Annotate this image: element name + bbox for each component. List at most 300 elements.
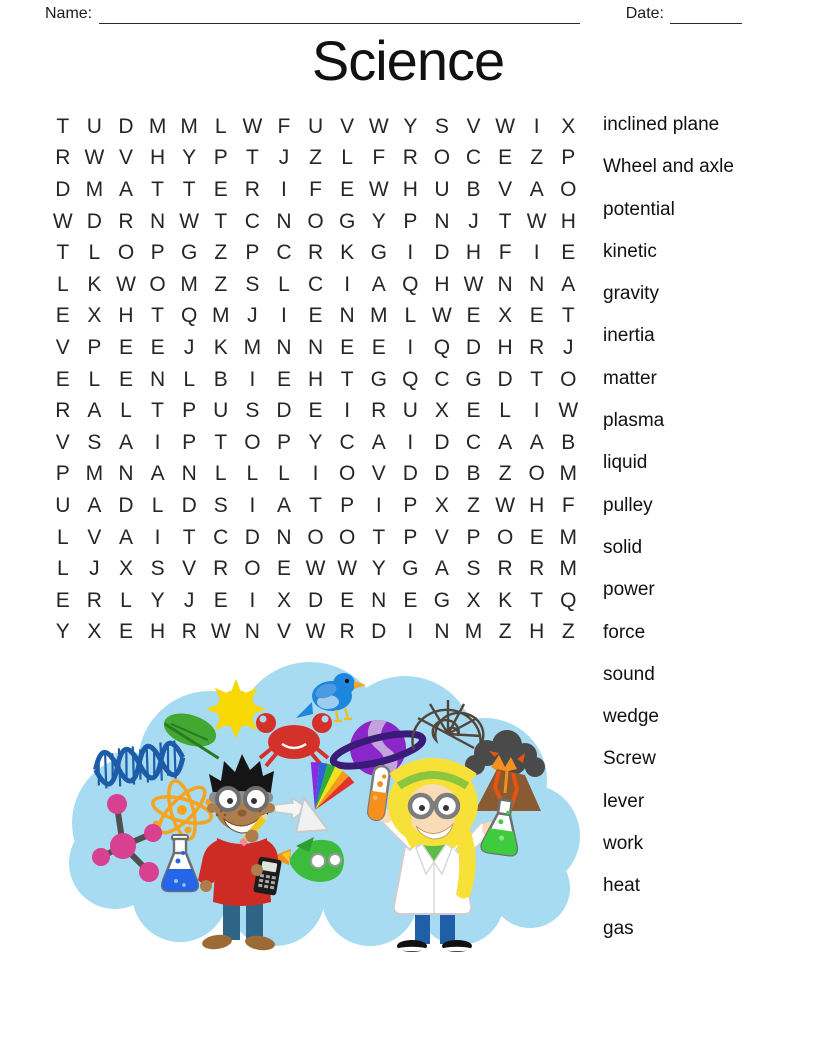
grid-letter[interactable]: I: [407, 335, 414, 359]
grid-letter[interactable]: I: [154, 525, 161, 549]
grid-letter[interactable]: C: [339, 430, 355, 454]
grid-letter[interactable]: D: [434, 430, 450, 454]
grid-letter[interactable]: F: [498, 241, 512, 265]
grid-letter[interactable]: S: [150, 557, 165, 581]
grid-letter[interactable]: E: [276, 367, 291, 391]
grid-letter[interactable]: A: [150, 462, 165, 486]
grid-letter[interactable]: E: [213, 177, 228, 201]
grid-letter[interactable]: A: [118, 525, 133, 549]
grid-letter[interactable]: G: [402, 557, 419, 581]
grid-letter[interactable]: N: [149, 209, 166, 233]
grid-letter[interactable]: T: [214, 430, 228, 454]
grid-letter[interactable]: T: [530, 367, 544, 391]
grid-letter[interactable]: D: [434, 241, 450, 265]
grid-letter[interactable]: X: [118, 557, 133, 581]
grid-letter[interactable]: P: [150, 241, 165, 265]
grid-letter[interactable]: Z: [309, 146, 322, 170]
grid-letter[interactable]: Z: [214, 241, 228, 265]
grid-letter[interactable]: C: [276, 241, 292, 265]
grid-letter[interactable]: M: [180, 272, 198, 296]
grid-letter[interactable]: A: [498, 430, 513, 454]
grid-letter[interactable]: A: [561, 272, 576, 296]
grid-letter[interactable]: D: [181, 493, 197, 517]
grid-letter[interactable]: N: [307, 335, 324, 359]
grid-letter[interactable]: K: [213, 335, 228, 359]
grid-letter[interactable]: O: [338, 462, 356, 486]
grid-letter[interactable]: C: [434, 367, 450, 391]
grid-letter[interactable]: E: [340, 177, 355, 201]
grid-letter[interactable]: U: [307, 114, 324, 138]
grid-letter[interactable]: W: [463, 272, 484, 296]
grid-letter[interactable]: I: [312, 462, 319, 486]
grid-letter[interactable]: X: [466, 588, 481, 612]
grid-letter[interactable]: E: [55, 588, 70, 612]
grid-letter[interactable]: T: [56, 241, 70, 265]
grid-letter[interactable]: P: [213, 146, 228, 170]
grid-letter[interactable]: E: [340, 335, 355, 359]
word-list-item[interactable]: lever: [603, 790, 645, 812]
grid-letter[interactable]: O: [244, 430, 261, 454]
grid-letter[interactable]: L: [214, 462, 227, 486]
grid-letter[interactable]: C: [465, 146, 482, 170]
grid-letter[interactable]: O: [560, 367, 577, 391]
grid-letter[interactable]: H: [402, 177, 418, 201]
grid-letter[interactable]: R: [307, 241, 324, 265]
grid-letter[interactable]: A: [87, 493, 102, 517]
grid-letter[interactable]: F: [277, 114, 291, 138]
grid-letter[interactable]: C: [465, 430, 482, 454]
grid-letter[interactable]: E: [371, 335, 386, 359]
grid-letter[interactable]: N: [276, 525, 292, 549]
grid-letter[interactable]: H: [465, 241, 482, 265]
grid-letter[interactable]: B: [561, 430, 576, 454]
word-list-item[interactable]: force: [603, 621, 646, 643]
grid-letter[interactable]: W: [495, 114, 516, 138]
grid-letter[interactable]: O: [149, 272, 166, 296]
grid-letter[interactable]: W: [242, 114, 263, 138]
grid-letter[interactable]: F: [309, 177, 322, 201]
grid-letter[interactable]: E: [213, 588, 228, 612]
grid-letter[interactable]: L: [120, 399, 132, 423]
grid-letter[interactable]: N: [118, 462, 134, 486]
grid-letter[interactable]: F: [561, 493, 575, 517]
grid-letter[interactable]: I: [375, 493, 382, 517]
grid-letter[interactable]: M: [212, 304, 230, 328]
word-list-item[interactable]: liquid: [603, 452, 648, 474]
grid-letter[interactable]: A: [371, 272, 386, 296]
grid-letter[interactable]: N: [181, 462, 197, 486]
grid-letter[interactable]: Z: [561, 620, 575, 644]
grid-letter[interactable]: L: [56, 557, 69, 581]
grid-letter[interactable]: E: [276, 557, 291, 581]
grid-letter[interactable]: T: [561, 304, 575, 328]
word-list-item[interactable]: gravity: [603, 283, 659, 305]
grid-letter[interactable]: Q: [181, 304, 198, 328]
grid-letter[interactable]: Z: [498, 620, 512, 644]
grid-letter[interactable]: K: [340, 241, 355, 265]
grid-letter[interactable]: W: [52, 209, 73, 233]
grid-letter[interactable]: C: [213, 525, 229, 549]
grid-letter[interactable]: T: [56, 114, 70, 138]
grid-letter[interactable]: E: [118, 367, 133, 391]
grid-letter[interactable]: R: [339, 620, 355, 644]
grid-letter[interactable]: V: [55, 430, 70, 454]
word-list-item[interactable]: Screw: [603, 748, 656, 770]
grid-letter[interactable]: A: [118, 177, 133, 201]
grid-letter[interactable]: Q: [433, 335, 451, 359]
grid-letter[interactable]: E: [529, 304, 544, 328]
word-list-item[interactable]: heat: [603, 875, 640, 897]
word-list-item[interactable]: solid: [603, 536, 643, 558]
grid-letter[interactable]: B: [466, 177, 481, 201]
grid-letter[interactable]: E: [498, 146, 513, 170]
grid-letter[interactable]: W: [526, 209, 547, 233]
grid-letter[interactable]: P: [403, 493, 418, 517]
grid-letter[interactable]: Q: [560, 588, 577, 612]
grid-letter[interactable]: N: [529, 272, 545, 296]
grid-letter[interactable]: I: [154, 430, 161, 454]
grid-letter[interactable]: W: [368, 177, 389, 201]
grid-letter[interactable]: O: [560, 177, 577, 201]
grid-letter[interactable]: O: [496, 525, 514, 549]
grid-letter[interactable]: U: [86, 114, 102, 138]
grid-letter[interactable]: A: [434, 557, 449, 581]
grid-letter[interactable]: N: [434, 620, 450, 644]
grid-letter[interactable]: I: [344, 272, 351, 296]
grid-letter[interactable]: E: [308, 399, 323, 423]
grid-letter[interactable]: D: [434, 462, 450, 486]
grid-letter[interactable]: G: [370, 241, 387, 265]
word-list-item[interactable]: inclined plane: [603, 114, 720, 135]
grid-letter[interactable]: L: [278, 462, 290, 486]
grid-letter[interactable]: R: [529, 557, 545, 581]
grid-letter[interactable]: I: [533, 114, 540, 138]
grid-letter[interactable]: S: [466, 557, 481, 581]
grid-letter[interactable]: R: [118, 209, 134, 233]
grid-letter[interactable]: V: [87, 525, 102, 549]
grid-letter[interactable]: T: [372, 525, 386, 549]
grid-letter[interactable]: V: [466, 114, 481, 138]
grid-letter[interactable]: L: [246, 462, 259, 486]
grid-letter[interactable]: L: [183, 367, 196, 391]
grid-letter[interactable]: R: [244, 177, 260, 201]
grid-letter[interactable]: R: [402, 146, 418, 170]
word-list-item[interactable]: plasma: [603, 410, 665, 432]
word-list-item[interactable]: matter: [603, 367, 657, 389]
grid-letter[interactable]: V: [276, 620, 291, 644]
grid-letter[interactable]: M: [85, 177, 104, 201]
grid-letter[interactable]: D: [497, 367, 513, 391]
grid-letter[interactable]: E: [308, 304, 323, 328]
grid-letter[interactable]: N: [149, 367, 166, 391]
grid-letter[interactable]: X: [87, 304, 102, 328]
grid-letter[interactable]: W: [495, 493, 516, 517]
grid-letter[interactable]: H: [149, 620, 166, 644]
grid-letter[interactable]: V: [371, 462, 386, 486]
grid-letter[interactable]: T: [151, 304, 164, 328]
grid-letter[interactable]: W: [179, 209, 200, 233]
grid-letter[interactable]: H: [529, 620, 545, 644]
grid-letter[interactable]: P: [55, 462, 70, 486]
grid-letter[interactable]: R: [497, 557, 513, 581]
grid-letter[interactable]: O: [117, 241, 135, 265]
grid-letter[interactable]: M: [464, 620, 483, 644]
grid-letter[interactable]: N: [434, 209, 450, 233]
grid-letter[interactable]: D: [118, 493, 134, 517]
grid-letter[interactable]: J: [183, 588, 195, 612]
word-list-item[interactable]: gas: [603, 917, 634, 939]
grid-letter[interactable]: B: [466, 462, 481, 486]
grid-letter[interactable]: T: [182, 525, 196, 549]
grid-letter[interactable]: Q: [402, 367, 419, 391]
grid-letter[interactable]: H: [307, 367, 324, 391]
grid-letter[interactable]: E: [466, 304, 481, 328]
grid-letter[interactable]: X: [434, 399, 449, 423]
grid-letter[interactable]: V: [55, 335, 70, 359]
grid-letter[interactable]: E: [118, 620, 133, 644]
grid-letter[interactable]: L: [341, 146, 353, 170]
grid-letter[interactable]: X: [434, 493, 449, 517]
grid-letter[interactable]: P: [245, 241, 260, 265]
grid-letter[interactable]: C: [307, 272, 324, 296]
grid-letter[interactable]: I: [249, 367, 256, 391]
grid-letter[interactable]: M: [559, 557, 578, 581]
grid-letter[interactable]: P: [340, 493, 355, 517]
grid-letter[interactable]: Z: [498, 462, 512, 486]
grid-letter[interactable]: T: [498, 209, 512, 233]
grid-letter[interactable]: P: [182, 399, 197, 423]
word-list-item[interactable]: pulley: [603, 494, 653, 516]
grid-letter[interactable]: D: [244, 525, 260, 549]
grid-letter[interactable]: P: [561, 146, 576, 170]
grid-letter[interactable]: K: [87, 272, 102, 296]
grid-letter[interactable]: J: [247, 304, 258, 328]
grid-letter[interactable]: E: [340, 588, 355, 612]
grid-letter[interactable]: R: [55, 146, 71, 170]
grid-letter[interactable]: G: [433, 588, 451, 612]
grid-letter[interactable]: I: [407, 620, 414, 644]
grid-letter[interactable]: S: [245, 272, 260, 296]
grid-letter[interactable]: G: [370, 367, 387, 391]
grid-letter[interactable]: W: [558, 399, 579, 423]
grid-letter[interactable]: W: [368, 114, 389, 138]
grid-letter[interactable]: L: [56, 272, 69, 296]
grid-letter[interactable]: E: [55, 304, 70, 328]
grid-letter[interactable]: I: [533, 399, 540, 423]
grid-letter[interactable]: I: [281, 304, 287, 328]
grid-letter[interactable]: O: [307, 209, 324, 233]
grid-letter[interactable]: J: [468, 209, 479, 233]
word-list-item[interactable]: inertia: [603, 325, 655, 347]
grid-letter[interactable]: N: [371, 588, 387, 612]
grid-letter[interactable]: I: [407, 241, 414, 265]
grid-letter[interactable]: U: [213, 399, 229, 423]
grid-letter[interactable]: X: [498, 304, 513, 328]
grid-letter[interactable]: H: [118, 304, 134, 328]
grid-letter[interactable]: E: [529, 525, 544, 549]
grid-letter[interactable]: W: [116, 272, 136, 296]
grid-letter[interactable]: A: [276, 493, 291, 517]
grid-letter[interactable]: O: [528, 462, 545, 486]
grid-letter[interactable]: D: [276, 399, 292, 423]
grid-letter[interactable]: O: [244, 557, 261, 581]
grid-letter[interactable]: G: [465, 367, 482, 391]
grid-letter[interactable]: J: [183, 335, 195, 359]
word-list-item[interactable]: Wheel and axle: [603, 156, 734, 178]
grid-letter[interactable]: T: [151, 399, 164, 423]
grid-letter[interactable]: M: [85, 462, 104, 486]
grid-letter[interactable]: Q: [402, 272, 419, 296]
grid-letter[interactable]: X: [87, 620, 102, 644]
grid-letter[interactable]: L: [88, 367, 101, 391]
grid-letter[interactable]: M: [559, 525, 578, 549]
grid-letter[interactable]: W: [432, 304, 452, 328]
grid-letter[interactable]: Z: [530, 146, 544, 170]
grid-letter[interactable]: M: [148, 114, 167, 138]
grid-letter[interactable]: H: [560, 209, 576, 233]
grid-letter[interactable]: A: [118, 430, 133, 454]
word-list-item[interactable]: potential: [603, 198, 675, 220]
grid-letter[interactable]: L: [56, 525, 69, 549]
word-list-item[interactable]: sound: [603, 663, 655, 685]
grid-letter[interactable]: X: [276, 588, 291, 612]
grid-letter[interactable]: G: [181, 241, 198, 265]
grid-letter[interactable]: L: [404, 304, 417, 328]
word-list-item[interactable]: kinetic: [603, 240, 657, 262]
grid-letter[interactable]: Y: [55, 620, 70, 644]
grid-letter[interactable]: I: [249, 588, 256, 612]
grid-letter[interactable]: L: [151, 493, 164, 517]
grid-letter[interactable]: Y: [308, 430, 323, 454]
grid-letter[interactable]: D: [465, 335, 482, 359]
grid-letter[interactable]: L: [88, 241, 101, 265]
word-list-item[interactable]: power: [603, 579, 655, 601]
word-list-item[interactable]: work: [603, 833, 644, 855]
grid-letter[interactable]: S: [213, 493, 228, 517]
grid-letter[interactable]: F: [372, 146, 386, 170]
grid-letter[interactable]: A: [529, 177, 544, 201]
grid-letter[interactable]: A: [87, 399, 102, 423]
grid-letter[interactable]: Y: [403, 114, 418, 138]
grid-letter[interactable]: T: [151, 177, 164, 201]
grid-letter[interactable]: J: [278, 146, 290, 170]
grid-letter[interactable]: Z: [467, 493, 480, 517]
grid-letter[interactable]: S: [245, 399, 260, 423]
grid-letter[interactable]: B: [213, 367, 228, 391]
grid-letter[interactable]: J: [89, 557, 100, 581]
grid-letter[interactable]: W: [305, 557, 326, 581]
grid-letter[interactable]: V: [434, 525, 449, 549]
grid-letter[interactable]: I: [344, 399, 351, 423]
grid-letter[interactable]: R: [55, 399, 71, 423]
grid-letter[interactable]: D: [118, 114, 134, 138]
grid-letter[interactable]: V: [182, 557, 197, 581]
grid-letter[interactable]: T: [182, 177, 196, 201]
grid-letter[interactable]: H: [497, 335, 513, 359]
grid-letter[interactable]: R: [213, 557, 229, 581]
grid-letter[interactable]: U: [434, 177, 450, 201]
grid-letter[interactable]: V: [340, 114, 355, 138]
grid-letter[interactable]: D: [307, 588, 324, 612]
grid-letter[interactable]: N: [339, 304, 355, 328]
grid-letter[interactable]: Y: [371, 209, 386, 233]
grid-letter[interactable]: R: [529, 335, 545, 359]
grid-letter[interactable]: I: [407, 430, 414, 454]
grid-letter[interactable]: N: [244, 620, 260, 644]
grid-letter[interactable]: T: [214, 209, 228, 233]
grid-letter[interactable]: H: [434, 272, 450, 296]
grid-letter[interactable]: R: [181, 620, 197, 644]
grid-letter[interactable]: L: [278, 272, 290, 296]
grid-letter[interactable]: X: [561, 114, 576, 138]
grid-letter[interactable]: D: [86, 209, 102, 233]
grid-letter[interactable]: P: [403, 525, 418, 549]
grid-letter[interactable]: U: [402, 399, 418, 423]
grid-letter[interactable]: L: [499, 399, 511, 423]
grid-letter[interactable]: P: [403, 209, 418, 233]
grid-letter[interactable]: L: [120, 588, 132, 612]
grid-letter[interactable]: E: [403, 588, 418, 612]
grid-letter[interactable]: N: [497, 272, 513, 296]
grid-letter[interactable]: W: [210, 620, 231, 644]
grid-letter[interactable]: D: [402, 462, 418, 486]
grid-letter[interactable]: A: [371, 430, 386, 454]
grid-letter[interactable]: D: [55, 177, 71, 201]
grid-letter[interactable]: T: [245, 146, 259, 170]
grid-letter[interactable]: H: [529, 493, 545, 517]
grid-letter[interactable]: M: [369, 304, 388, 328]
grid-letter[interactable]: V: [498, 177, 513, 201]
word-list-item[interactable]: wedge: [603, 706, 659, 728]
grid-letter[interactable]: R: [86, 588, 102, 612]
grid-letter[interactable]: P: [182, 430, 197, 454]
grid-letter[interactable]: E: [561, 241, 576, 265]
grid-letter[interactable]: O: [307, 525, 324, 549]
grid-letter[interactable]: V: [118, 146, 133, 170]
grid-letter[interactable]: W: [305, 620, 326, 644]
grid-letter[interactable]: S: [434, 114, 449, 138]
grid-letter[interactable]: Y: [150, 588, 165, 612]
grid-letter[interactable]: M: [180, 114, 198, 138]
grid-letter[interactable]: J: [563, 335, 574, 359]
grid-letter[interactable]: N: [276, 335, 292, 359]
grid-letter[interactable]: Y: [182, 146, 197, 170]
grid-letter[interactable]: P: [87, 335, 102, 359]
grid-letter[interactable]: T: [309, 493, 322, 517]
grid-letter[interactable]: W: [84, 146, 105, 170]
grid-letter[interactable]: M: [243, 335, 262, 359]
grid-letter[interactable]: T: [340, 367, 354, 391]
grid-letter[interactable]: L: [214, 114, 227, 138]
grid-letter[interactable]: T: [530, 588, 544, 612]
grid-letter[interactable]: R: [371, 399, 387, 423]
grid-letter[interactable]: A: [529, 430, 544, 454]
grid-letter[interactable]: P: [466, 525, 481, 549]
grid-letter[interactable]: D: [371, 620, 387, 644]
grid-letter[interactable]: S: [87, 430, 102, 454]
grid-letter[interactable]: E: [118, 335, 133, 359]
grid-letter[interactable]: O: [338, 525, 356, 549]
grid-letter[interactable]: P: [276, 430, 291, 454]
grid-letter[interactable]: K: [498, 588, 513, 612]
grid-letter[interactable]: M: [559, 462, 578, 486]
grid-letter[interactable]: C: [244, 209, 260, 233]
grid-letter[interactable]: I: [249, 493, 256, 517]
grid-letter[interactable]: I: [533, 241, 540, 265]
wordsearch-grid[interactable]: [47, 111, 584, 648]
grid-letter[interactable]: G: [338, 209, 356, 233]
grid-letter[interactable]: I: [281, 177, 287, 201]
